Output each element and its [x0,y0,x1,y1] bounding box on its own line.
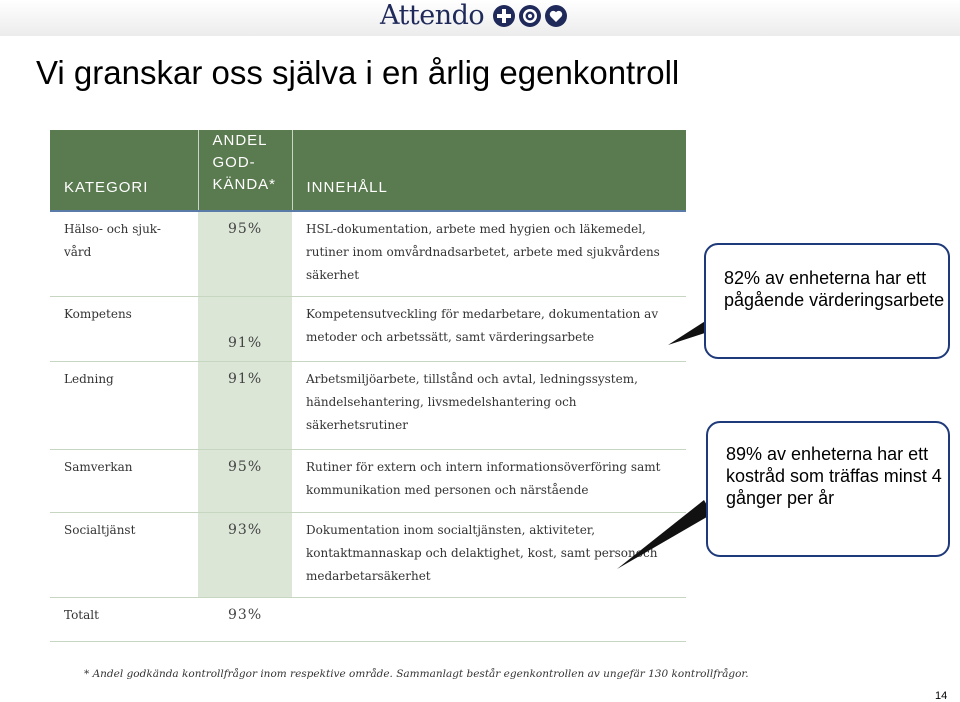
row-andel: 95% [198,211,292,296]
callout-kostrad [706,421,950,557]
callout-top-text: 82% av enheterna har ett pågående värderingsarbete [724,268,945,310]
row-kategori: Ledning [50,361,198,449]
row-kategori: Socialtjänst [50,512,198,597]
row-kategori: Kompetens [50,296,198,361]
row-kategori: Samverkan [50,449,198,512]
row-innehall: HSL-dokumentation, arbete med hygien och läkemedel, rutiner inom omvårdnadsarbetet, arbete med sjukvårdens säkerhet [292,211,686,296]
callout-bottom-pointer [617,500,712,569]
row-kategori: Totalt [50,597,198,641]
header-andel-godkanda: ANDEL GOD- KÄNDA* [198,130,292,211]
page-number: 14 [935,690,948,702]
row-innehall: Dokumentation inom socialtjänsten, aktiviteter, kontaktmannaskap och delaktighet, kost, samt personoch medarbetarsäkerhet [292,512,686,597]
row-innehall: Arbetsmiljöarbete, tillstånd och avtal, ledningssystem, händelsehantering, livsmedelshantering och säkerhetsrutiner [292,361,686,449]
header-kategori: KATEGORI [50,130,198,211]
row-andel: 93% [198,512,292,597]
callout-bottom-text: 89% av enheterna har ett kostråd som träffas minst 4 gånger per år [726,444,942,508]
row-innehall: Rutiner för extern och intern informationsöverföring samt kommunikation med personen och närstående [292,449,686,512]
slide-title: Vi granskar oss själva i en årlig egenkontroll [36,54,680,91]
row-innehall: Kompetensutveckling för medarbetare, dokumentation av metoder och arbetssätt, samt värderingsarbete [292,296,686,361]
logo-text: Attendo [380,0,485,31]
row-andel: 95% [198,449,292,512]
row-andel: 91% [198,361,292,449]
header-innehall: INNEHÅLL [292,130,686,211]
table-footnote: * Andel godkända kontrollfrågor inom respektive område. Sammanlagt består egenkontrollen av ungefär 130 kontrollfrågor. [84,668,749,680]
row-kategori: Hälso- och sjuk-vård [50,211,198,296]
callout-varderingsarbete [704,243,950,359]
row-andel: 91% [198,296,292,361]
row-andel: 93% [198,597,292,641]
